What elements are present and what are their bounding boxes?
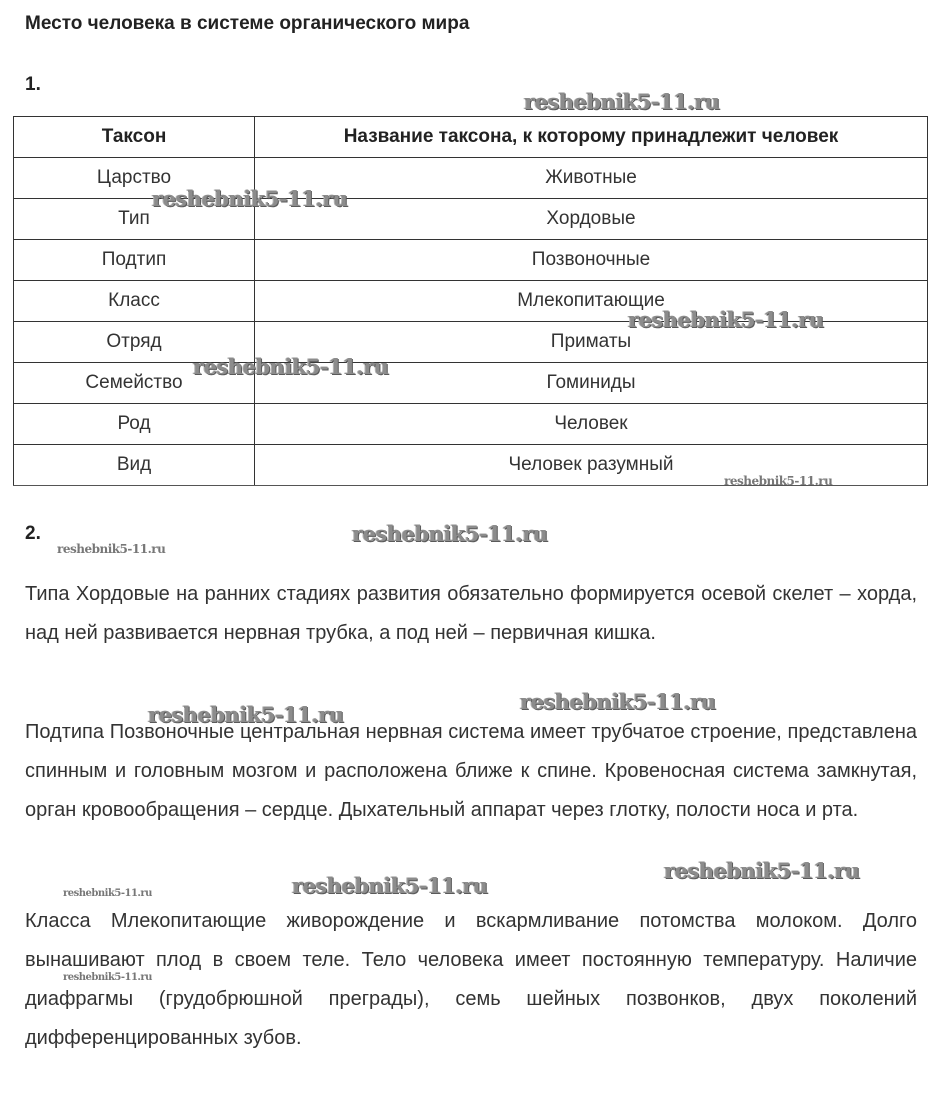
taxon-name-cell: Животные	[255, 158, 928, 199]
page-title: Место человека в системе органического мира	[25, 13, 470, 34]
watermark: reshebnik5-11.ru	[57, 542, 166, 556]
taxon-name-cell: Человек разумный	[255, 445, 928, 486]
paragraph-chordates: Типа Хордовые на ранних стадиях развития обязательно формируется осевой скелет – хорда, над ней развивается нервная трубка, а под ней – первичная кишка.	[25, 583, 917, 644]
taxon-name-cell: Хордовые	[255, 199, 928, 240]
table-header-row	[14, 117, 928, 158]
watermark: reshebnik5-11.ru	[724, 474, 833, 488]
taxon-cell: Семейство	[14, 363, 255, 404]
section-number-1: 1.	[25, 74, 41, 95]
taxon-cell: Вид	[14, 445, 255, 486]
table-row	[14, 240, 928, 281]
paragraph-vertebrates: Подтипа Позвоночные центральная нервная система имеет трубчатое строение, представлена спинным и головным мозгом и расположена ближе к спине. Кровеносная система замкнутая, орган кровообращения – сердце. Дыхательный аппарат через глотку, полости носа и рта.	[25, 721, 917, 821]
watermark: reshebnik5-11.ru	[524, 89, 720, 114]
watermark: reshebnik5-11.ru	[352, 521, 548, 546]
taxonomy-table	[13, 116, 928, 486]
column-header-taxon-name: Название таксона, к которому принадлежит человек	[255, 117, 928, 158]
paragraph-mammals: Класса Млекопитающие живорождение и вскармливание потомства молоком. Долго вынашивают плод в своем теле. Тело человека имеет постоянную температуру. Наличие диафрагмы (грудобрюшной преграды), семь шейных позвонков, двух поколений дифференцированных зубов.	[25, 910, 917, 1049]
table-row	[14, 363, 928, 404]
section-number-2: 2.	[25, 523, 41, 544]
watermark: reshebnik5-11.ru	[292, 873, 488, 898]
taxon-cell: Класс	[14, 281, 255, 322]
watermark: reshebnik5-11.ru	[628, 307, 824, 332]
taxon-name-cell: Гоминиды	[255, 363, 928, 404]
taxon-name-cell: Человек	[255, 404, 928, 445]
table-row	[14, 199, 928, 240]
table-row	[14, 322, 928, 363]
watermark: reshebnik5-11.ru	[63, 972, 152, 983]
taxon-name-cell: Позвоночные	[255, 240, 928, 281]
taxon-name-cell: Млекопитающие	[255, 281, 928, 322]
table-row	[14, 281, 928, 322]
watermark: reshebnik5-11.ru	[664, 858, 860, 883]
taxon-cell: Царство	[14, 158, 255, 199]
taxon-name-cell: Приматы	[255, 322, 928, 363]
table-row	[14, 404, 928, 445]
table-row	[14, 158, 928, 199]
taxon-cell: Тип	[14, 199, 255, 240]
taxon-cell: Род	[14, 404, 255, 445]
taxon-cell: Подтип	[14, 240, 255, 281]
column-header-taxon: Таксон	[14, 117, 255, 158]
table-row	[14, 445, 928, 486]
watermark: reshebnik5-11.ru	[520, 689, 716, 714]
watermark: reshebnik5-11.ru	[152, 186, 348, 211]
watermark: reshebnik5-11.ru	[63, 888, 152, 899]
watermark: reshebnik5-11.ru	[193, 354, 389, 379]
watermark: reshebnik5-11.ru	[148, 702, 344, 727]
taxon-cell: Отряд	[14, 322, 255, 363]
